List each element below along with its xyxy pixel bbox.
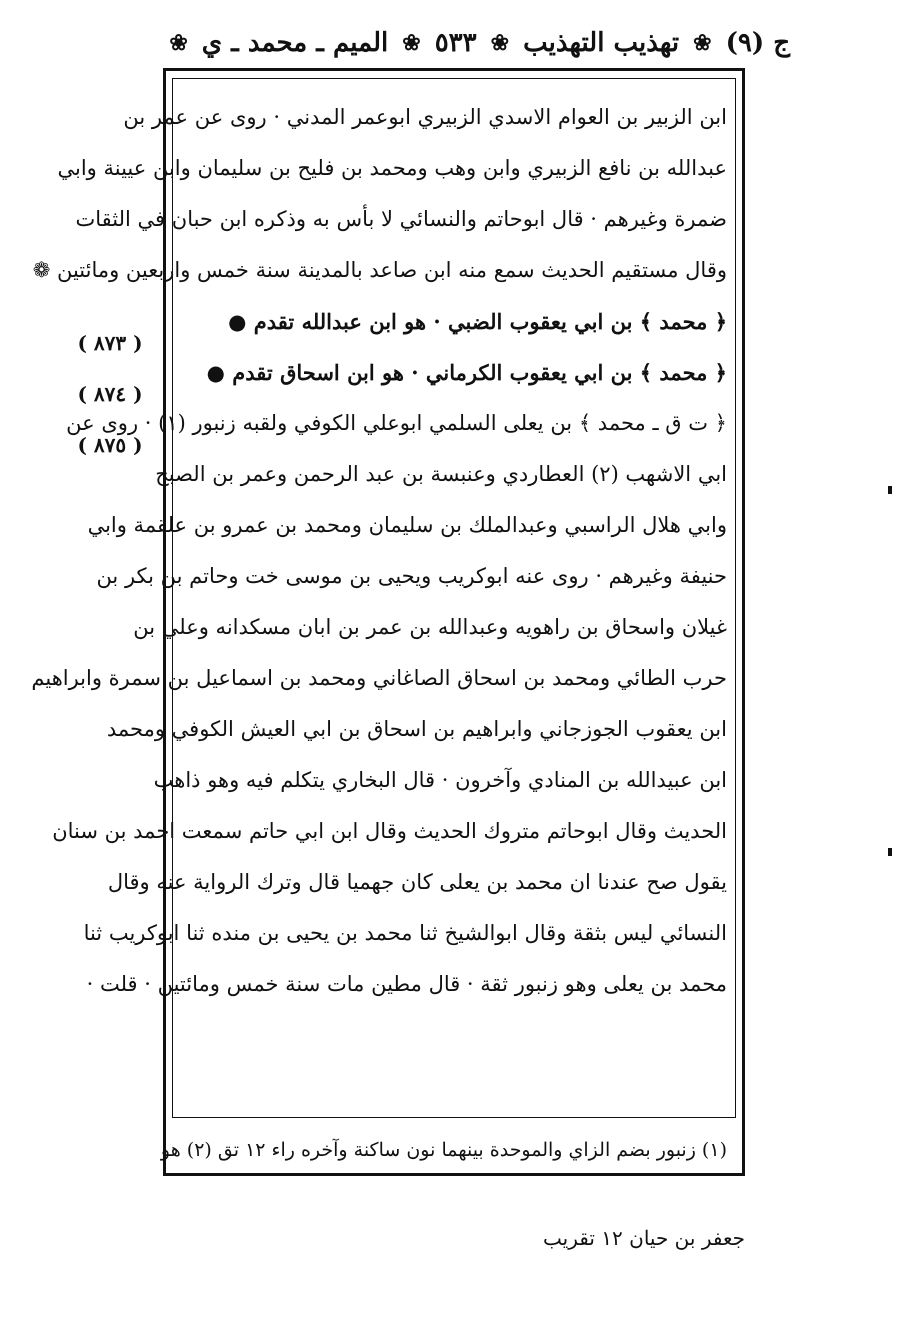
ornament-icon: ❀ [169, 30, 188, 56]
text-line: الحديث وقال ابوحاتم متروك الحديث وقال ابن ابي حاتم سمعت احمد بن سنان [52, 819, 727, 843]
text-line: ابن عبيدالله بن المنادي وآخرون · قال البخاري يتكلم فيه وهو ذاهب [153, 768, 727, 792]
text-line: ابي الاشهب (٢) العطاردي وعنبسة بن عبد الرحمن وعمر بن الصبح [155, 462, 727, 486]
ornament-icon: ❀ [693, 30, 712, 56]
text-line: وابي هلال الراسبي وعبدالملك بن سليمان ومحمد بن عمرو بن علقمة وابي [87, 513, 727, 537]
text-line: ابن الزبير بن العوام الاسدي الزبيري ابوعمر المدني · روى عن عمر بن [123, 105, 727, 129]
text-line: ضمرة وغيرهم · قال ابوحاتم والنسائي لا بأس به وذكره ابن حبان في الثقات [75, 207, 727, 231]
ornament-icon: ❀ [490, 30, 510, 56]
entry-number: ( ٨٧٥ ) [77, 433, 143, 457]
text-line: حرب الطائي ومحمد بن اسحاق الصاغاني ومحمد بن اسماعيل بن سمرة وابراهيم [31, 666, 727, 690]
text-line: محمد بن يعلى وهو زنبور ثقة · قال مطين مات سنة خمس ومائتين · قلت · [86, 972, 727, 996]
text-line: ابن يعقوب الجوزجاني وابراهيم بن اسحاق بن ابي العيش الكوفي ومحمد [106, 717, 727, 741]
entry-875-line: ﴿ ت ق ـ محمد ﴾ بن يعلى السلمي ابوعلي الكوفي ولقبه زنبور (١) · روى عن [66, 411, 727, 435]
page-number: ٥٣٣ [434, 28, 477, 58]
entry-873-line: ﴿ محمد ﴾ بن ابي يعقوب الضبي · هو ابن عبدالله تقدم ● [228, 309, 727, 334]
text-line: وقال مستقيم الحديث سمع منه ابن صاعد بالمدينة سنة خمس واربعين ومائتين ❁ [32, 258, 727, 282]
ornament-icon: ❀ [402, 30, 421, 56]
margin-mark [888, 848, 892, 856]
footnote: (١) زنبور بضم الزاي والموحدة بينهما نون ساكنة وآخره راء ١٢ تق (٢) هو [160, 1139, 727, 1161]
entry-number: ( ٨٧٤ ) [77, 382, 143, 406]
entry-874-line: ﴿ محمد ﴾ بن ابي يعقوب الكرماني · هو ابن اسحاق تقدم ● [206, 360, 727, 385]
footnote-continuation: جعفر بن حيان ١٢ تقريب [543, 1226, 745, 1250]
volume-label: ج (٩) [725, 28, 790, 58]
running-header [150, 18, 790, 68]
margin-mark [888, 486, 892, 494]
text-line: عبدالله بن نافع الزبيري وابن وهب ومحمد بن فليح بن سليمان وابن عيينة وابي [57, 156, 727, 180]
text-line: يقول صح عندنا ان محمد بن يعلى كان جهميا قال وترك الرواية عنه وقال [107, 870, 727, 894]
entry-number: ( ٨٧٣ ) [77, 331, 143, 355]
section-label: الميم ـ محمد ـ ي [201, 28, 389, 58]
book-title: تهذيب التهذيب [523, 28, 680, 58]
text-line: حنيفة وغيرهم · روى عنه ابوكريب ويحيى بن موسى خت وحاتم بن بكر بن [96, 564, 727, 588]
text-line: غيلان واسحاق بن راهويه وعبدالله بن عمر بن ابان مسكدانه وعلي بن [133, 615, 727, 639]
text-line: النسائي ليس بثقة وقال ابوالشيخ ثنا محمد بن يحيى بن منده ثنا ابوكريب ثنا [83, 921, 727, 945]
